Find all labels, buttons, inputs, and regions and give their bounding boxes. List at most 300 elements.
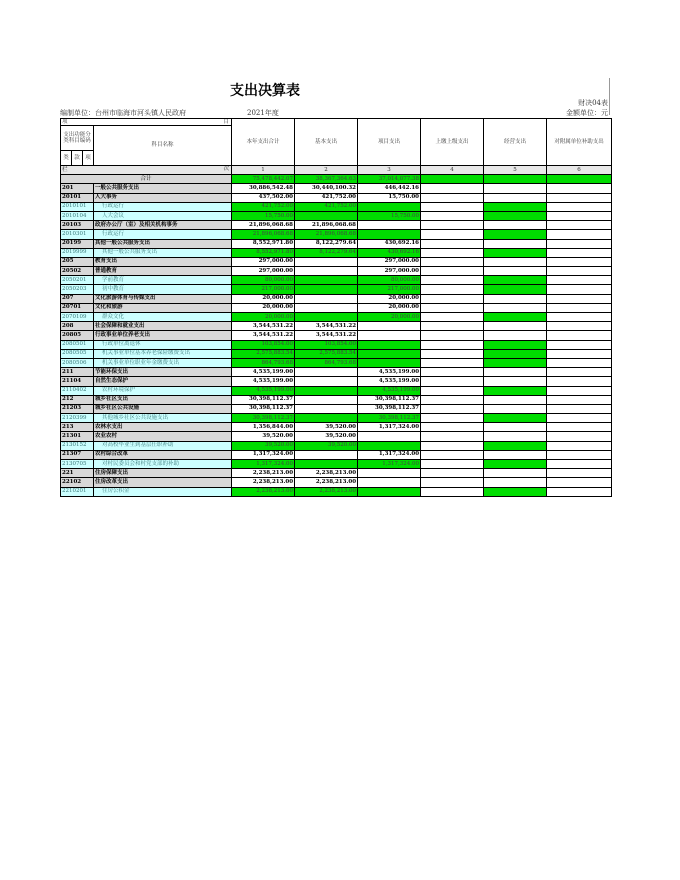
row-c2 xyxy=(295,276,358,285)
row-c5 xyxy=(484,211,547,220)
col-header-3: 项目支出 xyxy=(358,119,421,166)
row-c1: 39,520.00 xyxy=(232,432,295,441)
row-name: 文化和旅游 xyxy=(94,303,232,312)
row-code: 2010101 xyxy=(61,202,94,211)
lei-header: 类 xyxy=(61,151,72,166)
col-num-4: 4 xyxy=(421,166,484,175)
row-c4 xyxy=(421,487,484,496)
row-c6 xyxy=(547,331,612,340)
row-name: 人大事务 xyxy=(94,193,232,202)
row-c4 xyxy=(421,450,484,459)
row-c5 xyxy=(484,202,547,211)
col-num-5: 5 xyxy=(484,166,547,175)
ci-label: 次 xyxy=(223,166,230,172)
row-c3: 20,000.00 xyxy=(358,303,421,312)
report-title: 支出决算表 xyxy=(230,83,300,99)
row-c1: 30,398,112.37 xyxy=(232,414,295,423)
total-c6 xyxy=(547,175,612,184)
row-c1: 1,317,324.00 xyxy=(232,460,295,469)
kemu-name-header: 科目名称 xyxy=(94,126,232,166)
row-name: 机关事业单位职业年金缴费支出 xyxy=(94,358,232,367)
row-c4 xyxy=(421,322,484,331)
row-c3 xyxy=(358,202,421,211)
row-c2 xyxy=(295,377,358,386)
table-row xyxy=(61,414,612,423)
row-c5 xyxy=(484,358,547,367)
row-c5 xyxy=(484,322,547,331)
row-c5 xyxy=(484,441,547,450)
row-c6 xyxy=(547,441,612,450)
row-c4 xyxy=(421,423,484,432)
row-c4 xyxy=(421,221,484,230)
row-c1: 1,356,844.00 xyxy=(232,423,295,432)
row-name: 群众文化 xyxy=(94,313,232,322)
row-c2 xyxy=(295,460,358,469)
row-name: 自然生态保护 xyxy=(94,377,232,386)
row-c6 xyxy=(547,239,612,248)
row-code: 22102 xyxy=(61,478,94,487)
row-name: 农林水支出 xyxy=(94,423,232,432)
row-c2: 421,752.00 xyxy=(295,202,358,211)
row-name: 普通教育 xyxy=(94,267,232,276)
row-c3: 297,000.00 xyxy=(358,267,421,276)
row-code: 20103 xyxy=(61,221,94,230)
row-code: 2120399 xyxy=(61,414,94,423)
row-c6 xyxy=(547,368,612,377)
table-row xyxy=(61,303,612,312)
row-c5 xyxy=(484,478,547,487)
row-code: 21104 xyxy=(61,377,94,386)
col-header-2: 基本支出 xyxy=(295,119,358,166)
row-c3: 430,692.16 xyxy=(358,239,421,248)
row-c4 xyxy=(421,441,484,450)
row-c3 xyxy=(358,230,421,239)
lan-label: 栏 xyxy=(62,167,68,174)
row-name: 机关事业单位基本养老保险缴费支出 xyxy=(94,349,232,358)
xiang-header: 项 xyxy=(83,151,94,166)
row-c3: 217,000.00 xyxy=(358,285,421,294)
row-c1: 864,793.68 xyxy=(232,358,295,367)
row-c6 xyxy=(547,469,612,478)
row-c4 xyxy=(421,432,484,441)
row-code: 2210201 xyxy=(61,487,94,496)
row-c3: 15,750.00 xyxy=(358,211,421,220)
col-header-6: 对附属单位补助支出 xyxy=(547,119,612,166)
col-header-4: 上缴上级支出 xyxy=(421,119,484,166)
row-c6 xyxy=(547,358,612,367)
row-c4 xyxy=(421,257,484,266)
table-row xyxy=(61,377,612,386)
row-c2 xyxy=(295,404,358,413)
table-row xyxy=(61,450,612,459)
row-c3 xyxy=(358,487,421,496)
row-code: 2110402 xyxy=(61,386,94,395)
money-unit: 金额单位：元 xyxy=(566,109,608,117)
row-c4 xyxy=(421,460,484,469)
row-c1: 217,000.00 xyxy=(232,285,295,294)
row-c5 xyxy=(484,257,547,266)
row-code: 20701 xyxy=(61,303,94,312)
row-c1: 4,535,199.00 xyxy=(232,368,295,377)
row-name: 行政运行 xyxy=(94,230,232,239)
row-c5 xyxy=(484,386,547,395)
table-row xyxy=(61,276,612,285)
row-c2 xyxy=(295,285,358,294)
row-code: 20502 xyxy=(61,267,94,276)
row-c3 xyxy=(358,349,421,358)
row-c2: 3,544,531.22 xyxy=(295,331,358,340)
row-c6 xyxy=(547,267,612,276)
row-code: 2130705 xyxy=(61,460,94,469)
table-row xyxy=(61,340,612,349)
row-c4 xyxy=(421,404,484,413)
row-c2: 2,238,213.00 xyxy=(295,469,358,478)
row-c5 xyxy=(484,303,547,312)
row-c2: 39,520.00 xyxy=(295,423,358,432)
row-code: 2070109 xyxy=(61,313,94,322)
table-row xyxy=(61,349,612,358)
row-c3: 4,535,199.00 xyxy=(358,386,421,395)
row-c6 xyxy=(547,285,612,294)
row-c6 xyxy=(547,414,612,423)
row-code: 207 xyxy=(61,294,94,303)
row-c5 xyxy=(484,395,547,404)
row-c3 xyxy=(358,340,421,349)
row-name: 学前教育 xyxy=(94,276,232,285)
row-c2: 2,575,883.54 xyxy=(295,349,358,358)
total-row xyxy=(61,175,612,184)
table-row xyxy=(61,211,612,220)
row-c5 xyxy=(484,285,547,294)
row-c2: 8,122,279.64 xyxy=(295,248,358,257)
row-c2: 2,238,213.00 xyxy=(295,487,358,496)
row-c1: 103,854.00 xyxy=(232,340,295,349)
row-c1: 2,238,213.00 xyxy=(232,469,295,478)
row-name: 其他一般公共服务支出 xyxy=(94,248,232,257)
row-c1: 2,238,213.00 xyxy=(232,478,295,487)
row-c6 xyxy=(547,211,612,220)
row-c2: 39,520.00 xyxy=(295,432,358,441)
row-code: 212 xyxy=(61,395,94,404)
row-name: 农村综合改革 xyxy=(94,450,232,459)
row-c4 xyxy=(421,230,484,239)
row-name: 农村环境保护 xyxy=(94,386,232,395)
table-row xyxy=(61,193,612,202)
row-c2 xyxy=(295,257,358,266)
unit-label: 编制单位：台州市临海市河头镇人民政府 xyxy=(60,109,186,117)
row-c2 xyxy=(295,294,358,303)
row-c6 xyxy=(547,248,612,257)
row-code: 2010104 xyxy=(61,211,94,220)
row-c3: 1,317,324.00 xyxy=(358,423,421,432)
row-c4 xyxy=(421,184,484,193)
row-c5 xyxy=(484,450,547,459)
row-c1: 20,000.00 xyxy=(232,313,295,322)
row-c3 xyxy=(358,478,421,487)
row-c3 xyxy=(358,331,421,340)
row-c5 xyxy=(484,460,547,469)
table-row xyxy=(61,386,612,395)
row-c6 xyxy=(547,423,612,432)
table-row xyxy=(61,395,612,404)
row-c4 xyxy=(421,358,484,367)
row-c5 xyxy=(484,276,547,285)
row-code: 2130152 xyxy=(61,441,94,450)
table-row xyxy=(61,294,612,303)
row-name: 一般公共服务支出 xyxy=(94,184,232,193)
row-c6 xyxy=(547,395,612,404)
col-num-3: 3 xyxy=(358,166,421,175)
row-c3 xyxy=(358,221,421,230)
row-code: 21301 xyxy=(61,432,94,441)
row-c6 xyxy=(547,230,612,239)
row-c5 xyxy=(484,368,547,377)
row-c4 xyxy=(421,211,484,220)
row-name: 其他一般公共服务支出 xyxy=(94,239,232,248)
row-c4 xyxy=(421,469,484,478)
row-name: 行政事业单位养老支出 xyxy=(94,331,232,340)
row-c2 xyxy=(295,211,358,220)
row-c3: 20,000.00 xyxy=(358,294,421,303)
row-c1: 8,552,971.80 xyxy=(232,248,295,257)
row-c4 xyxy=(421,313,484,322)
row-c4 xyxy=(421,331,484,340)
row-c2: 39,520.00 xyxy=(295,441,358,450)
expenditure-table xyxy=(60,118,612,497)
table-row xyxy=(61,432,612,441)
row-c6 xyxy=(547,257,612,266)
row-c1: 4,535,199.00 xyxy=(232,377,295,386)
row-c5 xyxy=(484,193,547,202)
row-c5 xyxy=(484,423,547,432)
row-c6 xyxy=(547,349,612,358)
table-row xyxy=(61,478,612,487)
row-name: 城乡社区支出 xyxy=(94,395,232,404)
row-code: 2050201 xyxy=(61,276,94,285)
table-row xyxy=(61,285,612,294)
table-row xyxy=(61,423,612,432)
table-row xyxy=(61,487,612,496)
row-c1: 3,544,531.22 xyxy=(232,322,295,331)
row-c1: 20,000.00 xyxy=(232,294,295,303)
row-name: 文化旅游体育与传媒支出 xyxy=(94,294,232,303)
row-c5 xyxy=(484,414,547,423)
row-name: 初中教育 xyxy=(94,285,232,294)
row-c2 xyxy=(295,450,358,459)
row-c1: 1,317,324.00 xyxy=(232,450,295,459)
row-c2: 2,238,213.00 xyxy=(295,478,358,487)
header-xiang: 项 xyxy=(62,119,68,125)
row-code: 2080506 xyxy=(61,358,94,367)
row-c5 xyxy=(484,221,547,230)
row-c5 xyxy=(484,487,547,496)
row-c4 xyxy=(421,368,484,377)
row-c2: 8,122,279.64 xyxy=(295,239,358,248)
header-mu: 目 xyxy=(223,119,230,125)
row-code: 201 xyxy=(61,184,94,193)
row-c4 xyxy=(421,478,484,487)
row-c1: 21,896,068.68 xyxy=(232,221,295,230)
total-label: 合计 xyxy=(61,175,232,184)
row-c6 xyxy=(547,202,612,211)
row-c3 xyxy=(358,322,421,331)
row-c6 xyxy=(547,404,612,413)
total-c3: 37,014,077.38 xyxy=(358,175,421,184)
row-c5 xyxy=(484,331,547,340)
row-c2: 30,440,100.32 xyxy=(295,184,358,193)
row-c3: 4,535,199.00 xyxy=(358,368,421,377)
kuan-header: 款 xyxy=(72,151,83,166)
row-c2 xyxy=(295,303,358,312)
row-c3: 30,398,112.37 xyxy=(358,414,421,423)
row-c5 xyxy=(484,432,547,441)
row-c6 xyxy=(547,460,612,469)
row-c3 xyxy=(358,358,421,367)
total-c1: 75,478,442.07 xyxy=(232,175,295,184)
row-c2 xyxy=(295,267,358,276)
row-c6 xyxy=(547,322,612,331)
row-c3: 20,000.00 xyxy=(358,313,421,322)
row-code: 20101 xyxy=(61,193,94,202)
row-code: 2080501 xyxy=(61,340,94,349)
code-group-header: 支出功能分类科目编码 xyxy=(61,126,94,151)
table-row xyxy=(61,331,612,340)
row-code: 2019999 xyxy=(61,248,94,257)
row-code: 20805 xyxy=(61,331,94,340)
row-c4 xyxy=(421,349,484,358)
table-row xyxy=(61,322,612,331)
table-row xyxy=(61,184,612,193)
row-name: 农业农村 xyxy=(94,432,232,441)
table-row xyxy=(61,221,612,230)
row-c4 xyxy=(421,340,484,349)
row-name: 住房保障支出 xyxy=(94,469,232,478)
row-c4 xyxy=(421,377,484,386)
row-c3: 80,000.00 xyxy=(358,276,421,285)
row-c1: 297,000.00 xyxy=(232,267,295,276)
row-name: 住房公积金 xyxy=(94,487,232,496)
row-c1: 15,750.00 xyxy=(232,211,295,220)
row-c3: 297,000.00 xyxy=(358,257,421,266)
row-c2: 21,896,068.68 xyxy=(295,221,358,230)
row-name: 对村民委员会和村党支部的补助 xyxy=(94,460,232,469)
row-name: 行政运行 xyxy=(94,202,232,211)
row-c5 xyxy=(484,294,547,303)
row-code: 213 xyxy=(61,423,94,432)
row-c1: 297,000.00 xyxy=(232,257,295,266)
row-c4 xyxy=(421,239,484,248)
row-c4 xyxy=(421,202,484,211)
row-c1: 30,886,542.48 xyxy=(232,184,295,193)
row-c1: 21,896,068.68 xyxy=(232,230,295,239)
row-c6 xyxy=(547,294,612,303)
report-meta-row xyxy=(60,108,611,118)
row-c6 xyxy=(547,193,612,202)
row-code: 208 xyxy=(61,322,94,331)
row-c6 xyxy=(547,184,612,193)
row-code: 21203 xyxy=(61,404,94,413)
row-c1: 2,575,883.54 xyxy=(232,349,295,358)
row-c2: 21,896,068.68 xyxy=(295,230,358,239)
row-name: 社会保障和就业支出 xyxy=(94,322,232,331)
table-row xyxy=(61,313,612,322)
row-c1: 30,398,112.37 xyxy=(232,395,295,404)
header-row-4 xyxy=(61,166,612,175)
total-c2: 38,367,364.63 xyxy=(295,175,358,184)
row-code: 21307 xyxy=(61,450,94,459)
row-name: 对高校毕业生到基层任职补助 xyxy=(94,441,232,450)
row-name: 人大会议 xyxy=(94,211,232,220)
row-c4 xyxy=(421,248,484,257)
row-c5 xyxy=(484,184,547,193)
col-header-1: 本年支出合计 xyxy=(232,119,295,166)
row-name: 政府办公厅（室）及相关机构事务 xyxy=(94,221,232,230)
table-row xyxy=(61,239,612,248)
table-row xyxy=(61,460,612,469)
col-num-1: 1 xyxy=(232,166,295,175)
row-name: 节能环保支出 xyxy=(94,368,232,377)
table-row xyxy=(61,248,612,257)
row-c3 xyxy=(358,469,421,478)
row-name: 教育支出 xyxy=(94,257,232,266)
row-c6 xyxy=(547,313,612,322)
row-name: 行政单位离退休 xyxy=(94,340,232,349)
row-c2 xyxy=(295,368,358,377)
form-code: 财决04表 xyxy=(578,99,608,107)
row-c2: 421,752.00 xyxy=(295,193,358,202)
row-c3 xyxy=(358,432,421,441)
row-c3: 15,750.00 xyxy=(358,193,421,202)
row-c5 xyxy=(484,404,547,413)
row-c6 xyxy=(547,303,612,312)
row-code: 211 xyxy=(61,368,94,377)
row-c1: 39,520.00 xyxy=(232,441,295,450)
row-c5 xyxy=(484,248,547,257)
total-c4 xyxy=(421,175,484,184)
row-c1: 421,752.00 xyxy=(232,202,295,211)
row-c2 xyxy=(295,386,358,395)
row-c4 xyxy=(421,303,484,312)
row-c5 xyxy=(484,313,547,322)
row-c4 xyxy=(421,193,484,202)
header-row-1 xyxy=(61,119,612,126)
row-c1: 8,552,971.80 xyxy=(232,239,295,248)
table-row xyxy=(61,368,612,377)
row-c5 xyxy=(484,377,547,386)
row-code: 205 xyxy=(61,257,94,266)
row-name: 其他城乡社区公共设施支出 xyxy=(94,414,232,423)
row-c6 xyxy=(547,386,612,395)
row-c4 xyxy=(421,267,484,276)
row-c6 xyxy=(547,221,612,230)
table-row xyxy=(61,230,612,239)
row-c6 xyxy=(547,450,612,459)
table-row xyxy=(61,257,612,266)
row-c4 xyxy=(421,276,484,285)
row-c1: 2,238,213.00 xyxy=(232,487,295,496)
row-c5 xyxy=(484,469,547,478)
total-c5 xyxy=(484,175,547,184)
row-c5 xyxy=(484,349,547,358)
row-c6 xyxy=(547,478,612,487)
row-c5 xyxy=(484,267,547,276)
row-c6 xyxy=(547,487,612,496)
row-c2 xyxy=(295,414,358,423)
row-c1: 4,535,199.00 xyxy=(232,386,295,395)
row-c1: 20,000.00 xyxy=(232,303,295,312)
row-c2: 103,854.00 xyxy=(295,340,358,349)
row-c3: 1,317,324.00 xyxy=(358,460,421,469)
